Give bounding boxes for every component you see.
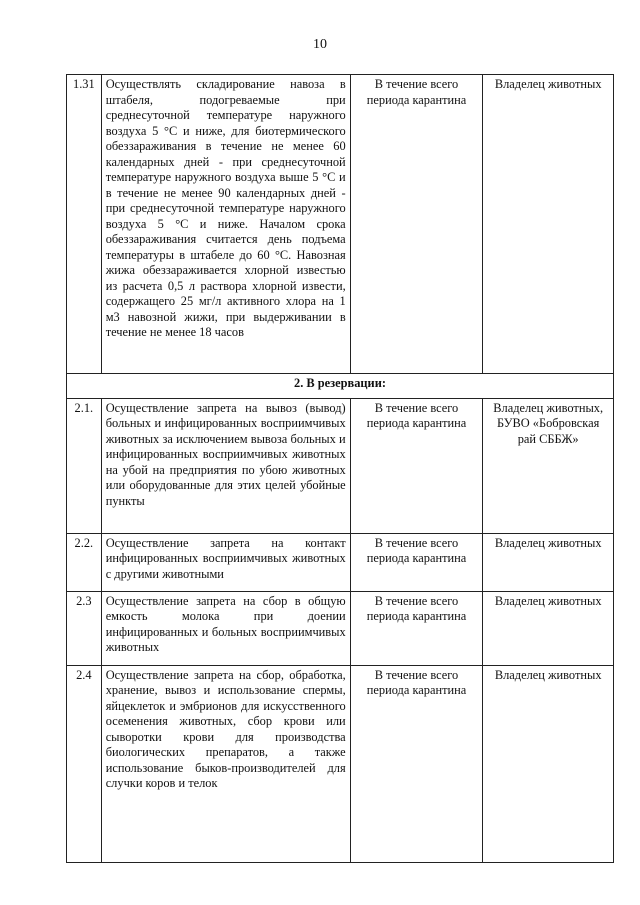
- row-number: 2.2.: [67, 533, 102, 591]
- row-number: 2.3: [67, 591, 102, 665]
- measure-text: Осуществлять складирование навоза в штабеля, подогреваемые при среднесуточной температуре наружного воздуха 5 °С и ниже, для биотермического обеззараживания в течение не менее 60 календарных дней - при среднесуточной температуре наружного воздуха выше 5 °С и в течение не менее 90 календарных дней - при среднесуточной температуре наружного воздуха 5 °С и ниже. Началом срока обеззараживания считается день подъема температуры в штабеле до 60 °С. Навозная жижа обеззараживается хлорной известью из расчета 0,5 л раствора хлорной извести, содержащего 25 мг/л активного хлора на 1 м3 навозной жижи, при выдерживании в течение не менее 18 часов: [101, 75, 350, 374]
- responsible-text: Владелец животных: [483, 533, 614, 591]
- term-text: В течение всего периода карантина: [350, 591, 483, 665]
- table-row: [67, 591, 614, 665]
- measure-text: Осуществление запрета на сбор, обработка, хранение, вывоз и использование спермы, яйцеклеток и эмбрионов для искусственного осеменения животных, сбор крови или сыворотки крови для производства биологических препаратов, а также использование быков-производителей для случки коров и телок: [101, 665, 350, 862]
- term-text: В течение всего периода карантина: [350, 398, 483, 533]
- measure-text: Осуществление запрета на сбор в общую емкость молока при доении инфицированных и больных восприимчивых животных: [101, 591, 350, 665]
- term-text: В течение всего периода карантина: [350, 665, 483, 862]
- row-number: 2.1.: [67, 398, 102, 533]
- table-row: [67, 665, 614, 862]
- page-number: 10: [313, 37, 327, 52]
- section-title: 2. В резервации:: [67, 374, 614, 399]
- responsible-text: Владелец животных: [483, 665, 614, 862]
- responsible-text: Владелец животных: [483, 591, 614, 665]
- measure-text: Осуществление запрета на вывоз (вывод) больных и инфицированных восприимчивых животных за исключением вывоза больных и инфицированных восприимчивых животных на убой на предприятия по убою животных или оборудованные для этих целей убойные пункты: [101, 398, 350, 533]
- row-number: 1.31: [67, 75, 102, 374]
- table-row: [67, 398, 614, 533]
- table-row: [67, 75, 614, 374]
- measure-text: Осуществление запрета на контакт инфицированных восприимчивых животных с другими животными: [101, 533, 350, 591]
- responsible-text: Владелец животных, БУВО «Бобровская рай СББЖ»: [483, 398, 614, 533]
- table-row: [67, 533, 614, 591]
- term-text: В течение всего периода карантина: [350, 75, 483, 374]
- responsible-text: Владелец животных: [483, 75, 614, 374]
- term-text: В течение всего периода карантина: [350, 533, 483, 591]
- section-header-row: [67, 374, 614, 399]
- row-number: 2.4: [67, 665, 102, 862]
- measures-table: [66, 74, 614, 863]
